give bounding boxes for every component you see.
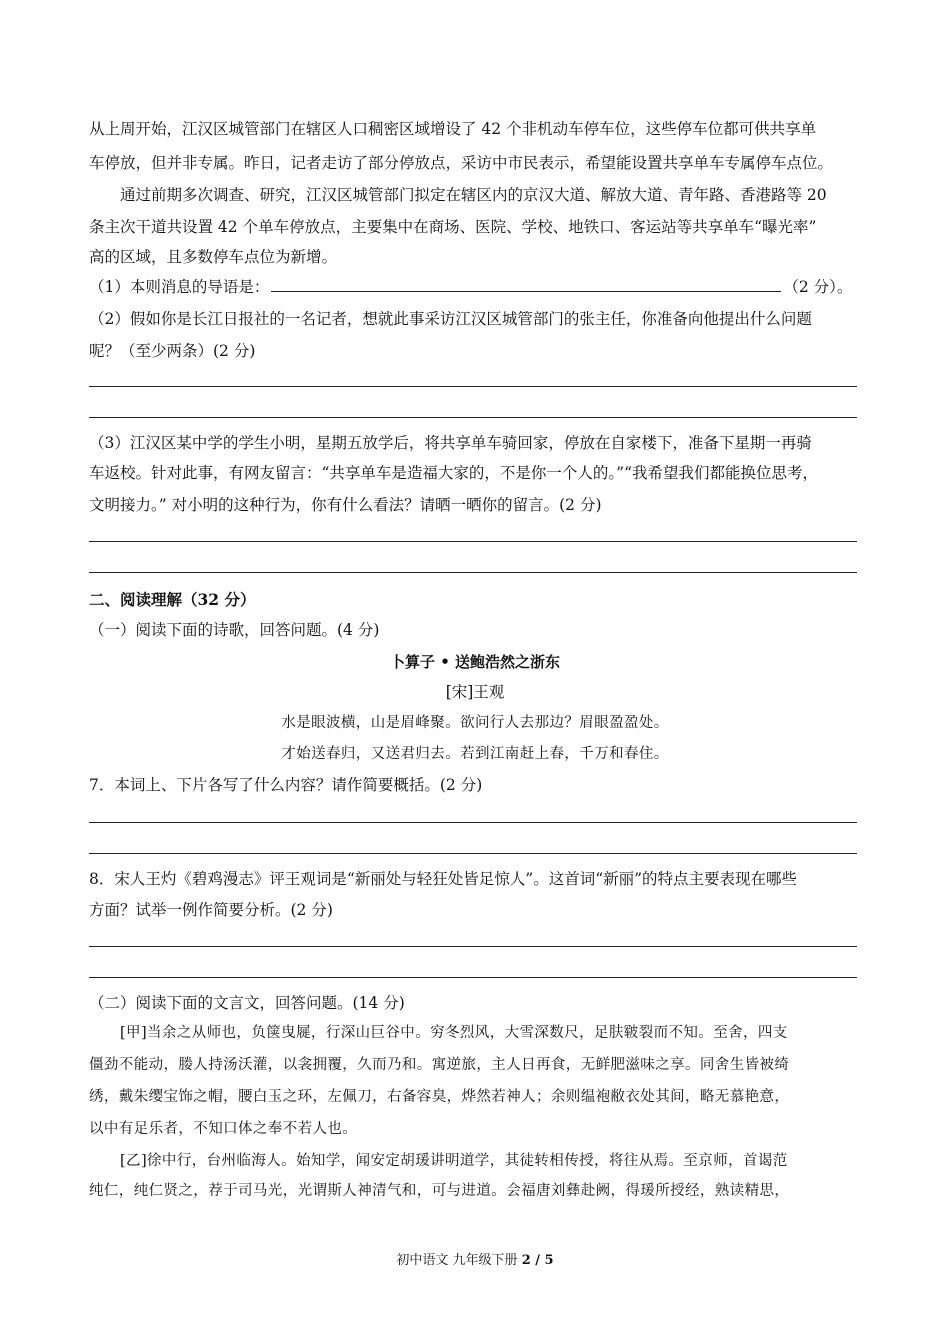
question-8-line-1: 8．宋人王灼《碧鸡漫志》评王观词是“新丽处与轻狂处皆足惊人”。这首词“新丽”的特点主要表现在哪些	[89, 870, 798, 888]
question-2-line-1: （2）假如你是长江日报社的一名记者，想就此事采访江汉区城管部门的张主任，你准备向他提出什么问题	[89, 310, 812, 328]
question-1-blank[interactable]	[271, 277, 781, 292]
question-2-line-2: 呢？（至少两条）(2 分)	[89, 342, 256, 360]
passage-jia-line-4: 以中有足乐者，不知口体之奉不若人也。	[89, 1121, 358, 1137]
passage-yi-line-1: [乙]徐中行，台州临海人。始知学，闻安定胡瑗讲明道学，其徒转相传授，将往从焉。至京师，首谒范	[120, 1153, 788, 1169]
question-1-score: （2 分）。	[783, 278, 853, 296]
news-paragraph-2-line-3: 高的区域，且多数停车点位为新增。	[89, 248, 338, 266]
news-paragraph-2-line-1: 通过前期多次调查、研究，江汉区城管部门拟定在辖区内的京汉大道、解放大道、青年路、香港路等 20	[120, 186, 827, 204]
question-3-line-3: 文明接力。” 对小明的这种行为，你有什么看法？请晒一晒你的留言。(2 分)	[89, 496, 602, 514]
footer-page-number: 2 / 5	[521, 1253, 554, 1268]
passage-jia-line-1: [甲]当余之从师也，负箧曳屣，行深山巨谷中。穷冬烈风，大雪深数尺，足肤皲裂而不知。至舍，四支	[120, 1025, 788, 1041]
question-3-line-1: （3）江汉区某中学的学生小明，星期五放学后，将共享单车骑回家，停放在自家楼下，准备下星期一再骑	[89, 434, 812, 452]
part-1-intro: （一）阅读下面的诗歌，回答问题。(4 分)	[89, 621, 380, 639]
question-1-prompt: （1）本则消息的导语是：	[89, 278, 270, 296]
question-1	[89, 277, 860, 297]
question-8-line-2: 方面？试举一例作简要分析。(2 分)	[89, 901, 333, 919]
question-2-answer-line-1[interactable]	[89, 386, 857, 387]
question-7-answer-line-1[interactable]	[89, 822, 857, 823]
poem-author: [宋]王观	[445, 683, 505, 701]
question-8-answer-line-1[interactable]	[89, 946, 857, 947]
question-3-line-2: 车返校。针对此事，有网友留言：“共享单车是造福大家的，不是你一个人的。”“我希望我们都能换位思考，	[89, 464, 819, 482]
passage-jia-line-2: 僵劲不能动，媵人持汤沃灌，以衾拥覆，久而乃和。寓逆旅，主人日再食，无鲜肥滋味之享。同舍生皆被绮	[89, 1057, 790, 1073]
passage-yi-line-2: 纯仁，纯仁贤之，荐于司马光，光谓斯人神清气和，可与进道。会福唐刘彝赴阙，得瑗所授经，熟读精思，	[89, 1183, 790, 1199]
question-8-answer-line-2[interactable]	[89, 977, 857, 978]
section-2-title: 二、阅读理解（32 分）	[89, 590, 256, 609]
question-2-answer-line-2[interactable]	[89, 417, 857, 418]
question-7-answer-line-2[interactable]	[89, 853, 857, 854]
footer-course: 初中语文 九年级下册	[396, 1253, 518, 1268]
page-footer	[0, 1249, 950, 1268]
question-3-answer-line-2[interactable]	[89, 572, 857, 573]
poem-line-1: 水是眼波横，山是眉峰聚。欲问行人去那边？眉眼盈盈处。	[281, 715, 669, 731]
news-paragraph-1-line-2: 车停放，但并非专属。昨日，记者走访了部分停放点，采访中市民表示，希望能设置共享单车专属停车点位。	[89, 154, 834, 172]
passage-jia-line-3: 绣，戴朱缨宝饰之帽，腰白玉之环，左佩刀，右备容臭，烨然若神人；余则缊袍敝衣处其间，略无慕艳意，	[89, 1089, 790, 1105]
poem-title: 卜算子 • 送鲍浩然之浙东	[389, 653, 561, 671]
question-3-answer-line-1[interactable]	[89, 541, 857, 542]
news-paragraph-2-line-2: 条主次干道共设置 42 个单车停放点，主要集中在商场、医院、学校、地铁口、客运站等共享单车“曝光率”	[89, 218, 817, 236]
question-7: 7．本词上、下片各写了什么内容？请作简要概括。(2 分)	[89, 776, 483, 794]
part-2-intro: （二）阅读下面的文言文，回答问题。(14 分)	[89, 994, 405, 1012]
news-paragraph-1-line-1: 从上周开始，江汉区城管部门在辖区人口稠密区域增设了 42 个非机动车停车位，这些停车位都可供共享单	[89, 120, 817, 138]
poem-line-2: 才始送春归，又送君归去。若到江南赶上春，千万和春住。	[281, 746, 669, 762]
